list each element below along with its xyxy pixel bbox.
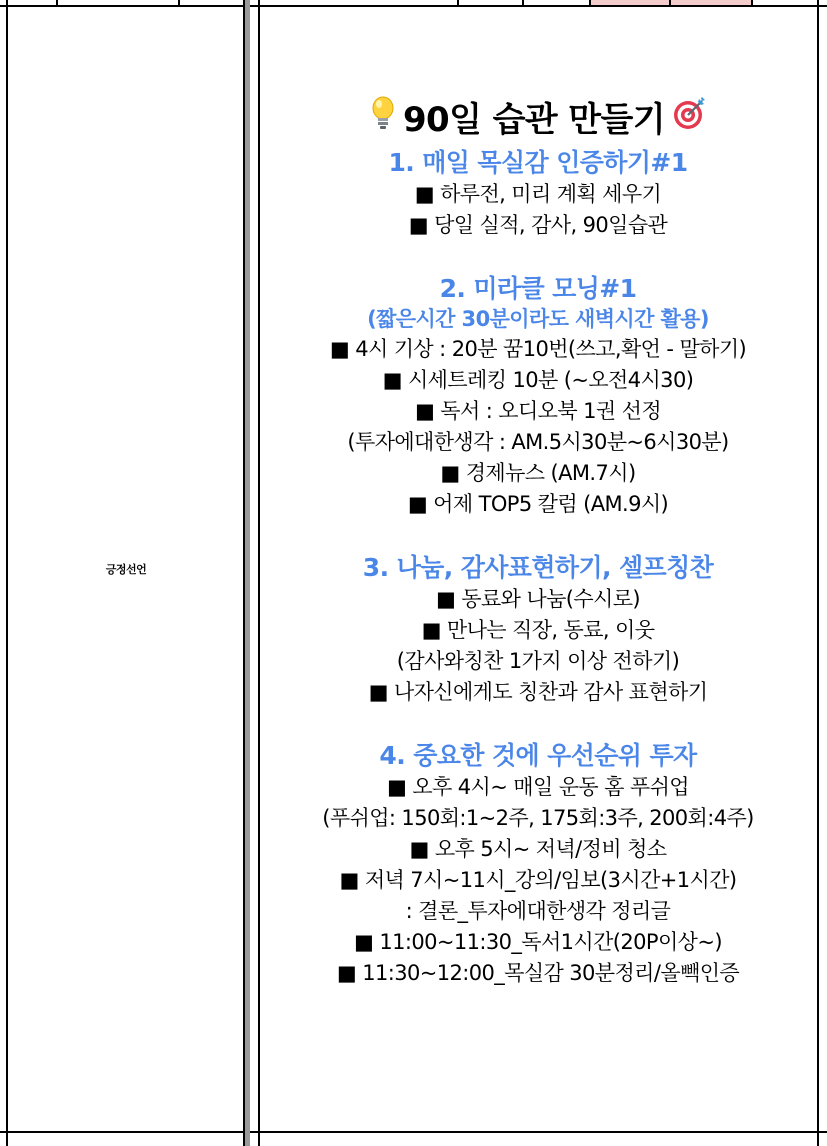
col-border <box>669 0 671 6</box>
col-border <box>817 0 819 1146</box>
section-2-line: ■ 경제뉴스 (AM.7시) <box>440 461 636 485</box>
section-4-line: ■ 오후 5시~ 저녁/정비 청소 <box>409 837 667 861</box>
title-text: 90일 습관 만들기 <box>402 99 666 140</box>
frozen-pane-separator[interactable] <box>245 0 250 1146</box>
section-3-line: ■ 동료와 나눔(수시로) <box>435 587 641 611</box>
section-4-line: : 결론_투자에대한생각 정리글 <box>405 899 671 923</box>
section-4-line: ■ 11:00~11:30_독서1시간(20P이상~) <box>354 930 722 954</box>
section-3-line: ■ 만나는 직장, 동료, 이웃 <box>421 618 655 642</box>
label-cell[interactable] <box>8 7 244 1131</box>
col-border <box>178 0 180 6</box>
col-border <box>56 0 58 6</box>
section-4-line: (푸쉬업: 150회:1~2주, 175회:3주, 200회:4주) <box>322 806 754 830</box>
section-4-line: ■ 오후 4시~ 매일 운동 홈 푸쉬업 <box>387 775 689 799</box>
section-1-heading: 1. 매일 목실감 인증하기#1 <box>388 148 688 177</box>
section-2-line: ■ 4시 기상 : 20분 꿈10번(쓰고,확언 - 말하기) <box>329 337 747 361</box>
section-2-line: ■ 독서 : 오디오북 1권 선정 <box>414 399 662 423</box>
section-2-heading: 2. 미라클 모닝#1 <box>439 274 637 303</box>
section-2-line: ■ 시세트레킹 10분 (~오전4시30) <box>382 368 694 392</box>
target-icon <box>671 95 707 144</box>
section-2-line: ■ 어제 TOP5 칼럼 (AM.9시) <box>407 492 669 516</box>
section-2-subheading: (짧은시간 30분이라도 새벽시간 활용) <box>367 307 709 331</box>
section-3-heading: 3. 나눔, 감사표현하기, 셀프칭찬 <box>362 553 714 582</box>
lightbulb-icon <box>369 95 397 144</box>
col-border <box>522 0 524 6</box>
page-title <box>260 95 816 144</box>
section-1-line: ■ 당일 실적, 감사, 90일습관 <box>408 213 668 237</box>
row-border-bottom <box>0 1131 827 1133</box>
col-border <box>751 0 753 6</box>
section-4-heading: 4. 중요한 것에 우선순위 투자 <box>379 741 697 770</box>
section-4-line: ■ 저녁 7시~11시_강의/임보(3시간+1시간) <box>339 868 737 892</box>
col-border <box>457 0 459 6</box>
section-3-line: ■ 나자신에게도 칭찬과 감사 표현하기 <box>368 680 708 704</box>
section-2-line: (투자에대한생각 : AM.5시30분~6시30분) <box>347 430 729 454</box>
section-1-line: ■ 하루전, 미리 계획 세우기 <box>414 182 662 206</box>
section-4-line: ■ 11:30~12:00_목실감 30분정리/올빽인증 <box>336 961 740 985</box>
col-border <box>589 0 591 6</box>
section-3-line: (감사와칭찬 1가지 이상 전하기) <box>396 649 680 673</box>
content-cell[interactable] <box>260 7 816 1131</box>
cell-content <box>260 95 816 989</box>
label-cell-text: 긍정선언 <box>105 563 147 576</box>
